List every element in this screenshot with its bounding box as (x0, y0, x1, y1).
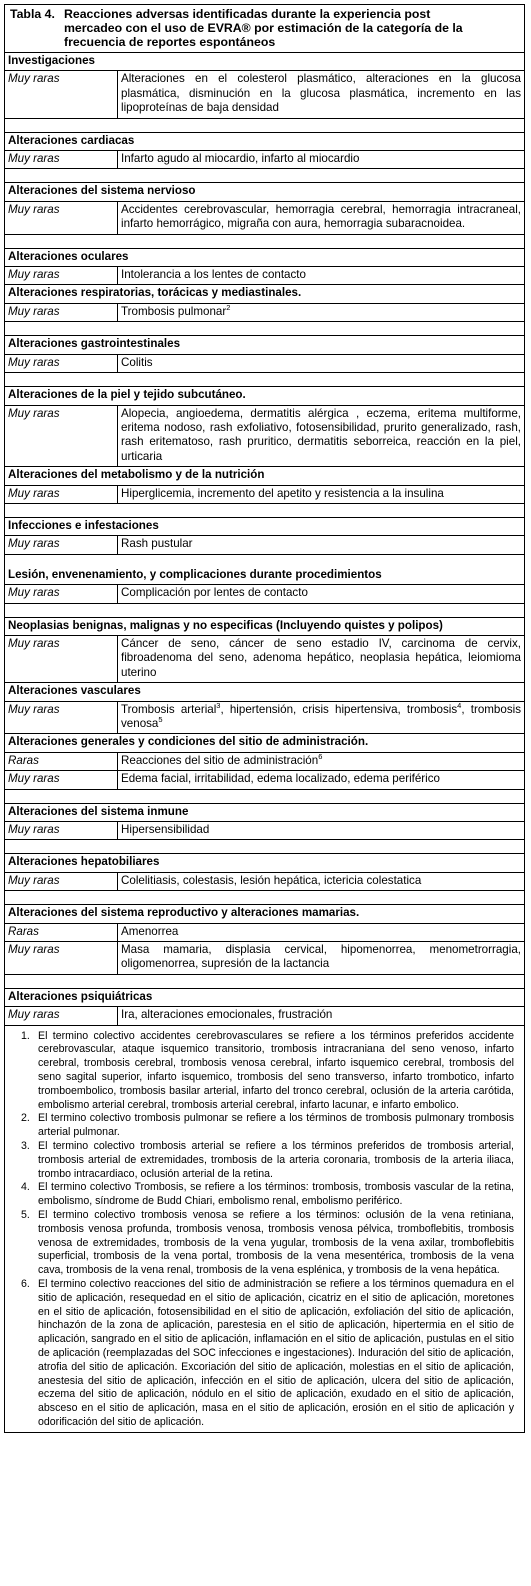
spacer-row (5, 118, 525, 132)
frequency-cell: Muy raras (5, 872, 118, 890)
footnote-number: 4. (21, 1181, 30, 1194)
frequency-cell: Raras (5, 752, 118, 770)
frequency-cell: Muy raras (5, 942, 118, 975)
footnote-text: El termino colectivo reacciones del sitio de administración se refiere a los términos quemadura en el sitio de aplicación, resequedad en el sitio de aplicación, cicatriz en el sitio de aplicación, moretones en el sitio de aplicación, fotosensibilidad en el sitio de aplicación, exfoliación del sitio de aplicación, hinchazón de la zona de aplicación, parestesia en el sitio de aplicación, hipertermia en el sitio de aplicación, sangrado en el sitio de aplicación, inflamación en el sitio de aplicación, pustulas en el sitio de aplicación (reemplazadas del SOC infecciones e ingestaciones). Induración del sitio de aplicación, atrofia del sitio de aplicación. Excoriación del sitio de aplicación, molestias en el sitio de aplicación, anestesia del sitio de aplicación, infección en el sitio de aplicación, ulcera del sitio de aplicación, eczema del sitio de aplicación, nódulo en el sitio de aplicación, exudado en el sitio de aplicación, absceso en el sitio de aplicación, masa en el sitio de aplicación, erosión en el sitio de aplicación y odorificación del sitio de aplicación. (38, 1278, 514, 1428)
title-line-3: frecuencia de reportes espontáneos (64, 35, 276, 49)
footnote-ref: 4 (457, 700, 462, 710)
footnote-text: El termino colectivo accidentes cerebrovasculares se refiere a los términos preferidos accidente cerebrovascular, ataque isquemico transitorio, trombosis intracraniana del seno venoso, infarto cerebral, trombosis cerebral, trombosis venosa cerebral, infarto isquemico cerebral, trombosis del seno sagital superior, infarto isquemico, trombosis del seno transverso, infarto trombotico, infarto tromboembolico, trombosis basilar arterial, infarto del tronco cerebral, oclusión de la arteria carótida, embolismo arterial cerebral, trombosis arterial cerebral, infarto lacunar, e infarto embolico. (38, 1029, 514, 1111)
title-line-2: mercadeo con el uso de EVRA® por estimación de la categoría de la (64, 21, 463, 35)
footnote-item (13, 1140, 514, 1181)
reaction-cell: Intolerancia a los lentes de contacto (118, 267, 525, 285)
category-header: Alteraciones del sistema inmune (5, 803, 525, 821)
reaction-cell (118, 752, 525, 770)
frequency-cell: Muy raras (5, 151, 118, 169)
frequency-cell: Muy raras (5, 405, 118, 467)
reaction-cell: Hipersensibilidad (118, 822, 525, 840)
reaction-text: , hipertensión, crisis hipertensiva, trombosis (220, 702, 458, 716)
spacer-row (5, 789, 525, 803)
footnote-ref: 5 (158, 715, 163, 724)
frequency-cell: Muy raras (5, 1007, 118, 1025)
reaction-cell: Accidentes cerebrovascular, hemorragia cerebral, hemorragia intracraneal, infarto hemorrágico, migraña con aura, hemorragia subaracnoidea. (118, 201, 525, 234)
reaction-cell: Colelitiasis, colestasis, lesión hepática, ictericia colestatica (118, 872, 525, 890)
reaction-text: , trombosis venosa (121, 702, 521, 730)
category-header: Neoplasias benignas, malignas y no especificas (Incluyendo quistes y polipos) (5, 617, 525, 635)
reaction-cell: Alteraciones en el colesterol plasmático, alteraciones en la glucosa plasmática, disminución en la glucosa plasmática, incremento en las lipoproteínas de baja densidad (118, 71, 525, 118)
reaction-cell (118, 701, 525, 734)
category-header: Alteraciones generales y condiciones del sitio de administración. (5, 734, 525, 752)
footnote-item (13, 1278, 514, 1430)
reaction-cell: Ira, alteraciones emocionales, frustración (118, 1007, 525, 1025)
category-header: Alteraciones del metabolismo y de la nutrición (5, 467, 525, 485)
frequency-cell: Muy raras (5, 354, 118, 372)
footnote-text: El termino colectivo trombosis venosa se refiere a los términos: oclusión de la vena retiniana, trombosis venosa profunda, trombosis venosa, trombosis venosa pélvica, tromboflebitis, trombosis venosa de extremidades, trombosis de la vena yugular, trombosis de la vena axilar, tromboflebitis superficial, trombosis de la vena portal, trombosis de la vena mesentérica, trombosis de la vena cava, trombosis de la vena renal, trombosis de la vena esplénica, y trombosis de la vena hepática. (38, 1209, 514, 1277)
spacer-row (5, 603, 525, 617)
footnote-text: El termino colectivo trombosis pulmonar se refiere a los términos de trombosis pulmonary trombosis arterial pulmonar. (38, 1112, 514, 1139)
category-header: Alteraciones oculares (5, 248, 525, 266)
spacer-row (5, 234, 525, 248)
frequency-cell: Muy raras (5, 71, 118, 118)
reaction-cell: Rash pustular (118, 536, 525, 554)
footnote-item (13, 1209, 514, 1278)
category-header: Alteraciones del sistema reproductivo y alteraciones mamarias. (5, 905, 525, 923)
spacer-row (5, 974, 525, 988)
category-header: Infecciones e infestaciones (5, 517, 525, 535)
footnote-number: 1. (21, 1029, 30, 1042)
category-header: Alteraciones gastrointestinales (5, 336, 525, 354)
footnote-number: 2. (21, 1112, 30, 1125)
spacer-row (5, 322, 525, 336)
footnote-item (13, 1030, 514, 1113)
table-number: Tabla 4. (10, 7, 55, 21)
frequency-cell: Muy raras (5, 701, 118, 734)
reaction-cell: Cáncer de seno, cáncer de seno estadio IV, carcinoma de cervix, fibroadenoma del seno, adenoma hepático, neoplasia hepática, leiomioma uterino (118, 635, 525, 682)
category-header: Lesión, envenenamiento, y complicaciones durante procedimientos (5, 554, 525, 584)
frequency-cell: Muy raras (5, 485, 118, 503)
category-header: Investigaciones (5, 53, 525, 71)
spacer-row (5, 503, 525, 517)
frequency-cell: Muy raras (5, 822, 118, 840)
reaction-cell: Masa mamaria, displasia cervical, hipomenorrea, menometrorragia, oligomenorrea, supresión de la lactancia (118, 942, 525, 975)
spacer-row (5, 169, 525, 183)
category-header: Alteraciones de la piel y tejido subcutáneo. (5, 387, 525, 405)
reaction-cell: Complicación por lentes de contacto (118, 585, 525, 603)
footnote-number: 6. (21, 1278, 30, 1291)
title-line-1: Reacciones adversas identificadas durante la experiencia post (64, 7, 431, 21)
reaction-cell: Infarto agudo al miocardio, infarto al miocardio (118, 151, 525, 169)
category-header: Alteraciones del sistema nervioso (5, 183, 525, 201)
footnote-ref: 6 (318, 751, 323, 761)
frequency-cell: Muy raras (5, 267, 118, 285)
footnote-ref: 2 (226, 302, 231, 312)
frequency-cell: Muy raras (5, 771, 118, 789)
footnote-text: El termino colectivo trombosis arterial se refiere a los términos preferidos de trombosis arterial, trombosis arterial de extremidades, trombosis de la arteria coronaria, trombosis de la arteria iliaca, trombo intracardiaco, oclusión arterial de la retina. (38, 1140, 514, 1180)
spacer-row (5, 373, 525, 387)
document (4, 4, 525, 1433)
reaction-cell: Colitis (118, 354, 525, 372)
frequency-cell: Muy raras (5, 635, 118, 682)
frequency-cell: Raras (5, 923, 118, 941)
footnotes (4, 1026, 525, 1433)
footnote-number: 3. (21, 1140, 30, 1153)
adverse-reactions-table (4, 52, 525, 1026)
reaction-cell: Hiperglicemia, incremento del apetito y resistencia a la insulina (118, 485, 525, 503)
frequency-cell: Muy raras (5, 536, 118, 554)
footnote-item (13, 1181, 514, 1209)
reaction-text: Trombosis pulmonar (121, 304, 227, 318)
frequency-cell: Muy raras (5, 201, 118, 234)
reaction-cell (118, 303, 525, 321)
reaction-text: Trombosis arterial (121, 702, 217, 716)
table-title (4, 4, 525, 52)
footnote-ref: 3 (216, 700, 221, 710)
category-header: Alteraciones cardiacas (5, 132, 525, 150)
category-header: Alteraciones respiratorias, torácicas y mediastinales. (5, 285, 525, 303)
reaction-cell: Alopecia, angioedema, dermatitis alérgica , eczema, eritema multiforme, eritema nodoso, rash exfoliativo, fotosensibilidad, prurito generalizado, rash, rash eritematoso, rash pruritico, dermatitis seborreica, reacción en la piel, urticaria (118, 405, 525, 467)
frequency-cell: Muy raras (5, 303, 118, 321)
frequency-cell: Muy raras (5, 585, 118, 603)
spacer-row (5, 891, 525, 905)
reaction-text: Reacciones del sitio de administración (121, 753, 319, 767)
category-header: Alteraciones vasculares (5, 683, 525, 701)
reaction-cell: Amenorrea (118, 923, 525, 941)
footnote-text: El termino colectivo Trombosis, se refiere a los términos: trombosis, trombosis vascular de la retina, embolismo, síndrome de Budd Chiari, embolismo renal, embolismo periférico. (38, 1181, 514, 1208)
category-header: Alteraciones hepatobiliares (5, 854, 525, 872)
category-header: Alteraciones psiquiátricas (5, 988, 525, 1006)
footnote-item (13, 1112, 514, 1140)
footnote-number: 5. (21, 1209, 30, 1222)
spacer-row (5, 840, 525, 854)
reaction-cell: Edema facial, irritabilidad, edema localizado, edema periférico (118, 771, 525, 789)
